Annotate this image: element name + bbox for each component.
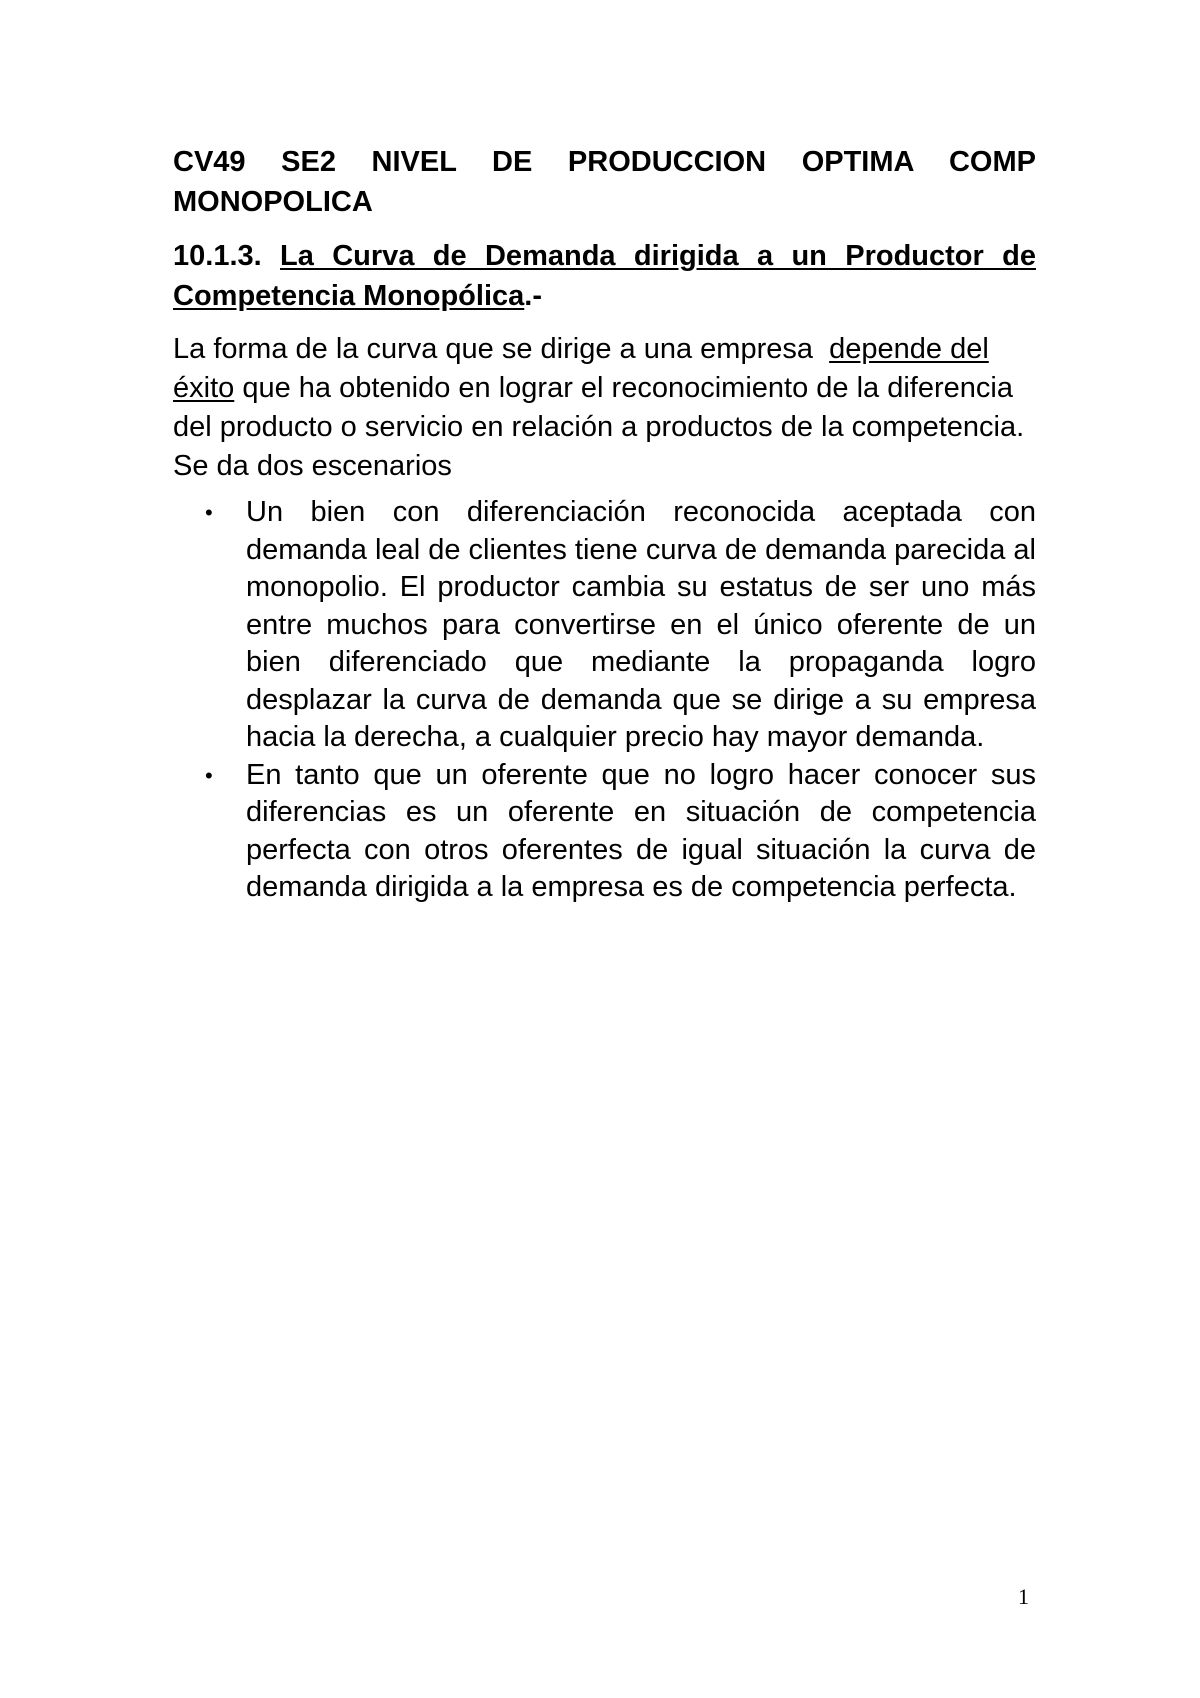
intro-text-part-1: La forma de la curva que se dirige a una empresa xyxy=(173,333,830,365)
intro-text-part-2: que ha obtenido en lograr el reconocimiento de la diferencia del producto o servicio en relación a productos de la competencia. Se da dos escenarios xyxy=(173,372,1025,482)
bullet-list xyxy=(173,494,1036,907)
section-heading xyxy=(173,236,1036,316)
page-content xyxy=(173,142,1036,907)
intro-paragraph xyxy=(173,330,1036,486)
document-title: CV49 SE2 NIVEL DE PRODUCCION OPTIMA COMP MONOPOLICA xyxy=(173,146,1036,218)
list-item-text: Un bien con diferenciación reconocida aceptada con demanda leal de clientes tiene curva de demanda parecida al monopolio. El productor cambia su estatus de ser uno más entre muchos para convertirse en el único oferente de un bien diferenciado que mediante la propaganda logro desplazar la curva de demanda que se dirige a su empresa hacia la derecha, a cualquier precio hay mayor demanda. xyxy=(246,496,1036,753)
list-item-text: En tanto que un oferente que no logro hacer conocer sus diferencias es un oferente en situación de competencia perfecta con otros oferentes de igual situación la curva de demanda dirigida a la empresa es de competencia perfecta. xyxy=(246,758,1036,903)
section-heading-text: La Curva de Demanda dirigida a un Productor de Competencia Monopólica xyxy=(173,240,1036,312)
bullet-icon: • xyxy=(205,762,213,788)
section-number: 10.1.3. xyxy=(173,240,281,272)
intro-underlined-text: depende del éxito xyxy=(173,333,989,404)
section-heading-suffix: .- xyxy=(524,280,542,312)
list-item xyxy=(173,494,1036,757)
page-number: 1 xyxy=(1018,1584,1029,1609)
list-item xyxy=(173,757,1036,907)
bullet-icon: • xyxy=(205,500,213,525)
